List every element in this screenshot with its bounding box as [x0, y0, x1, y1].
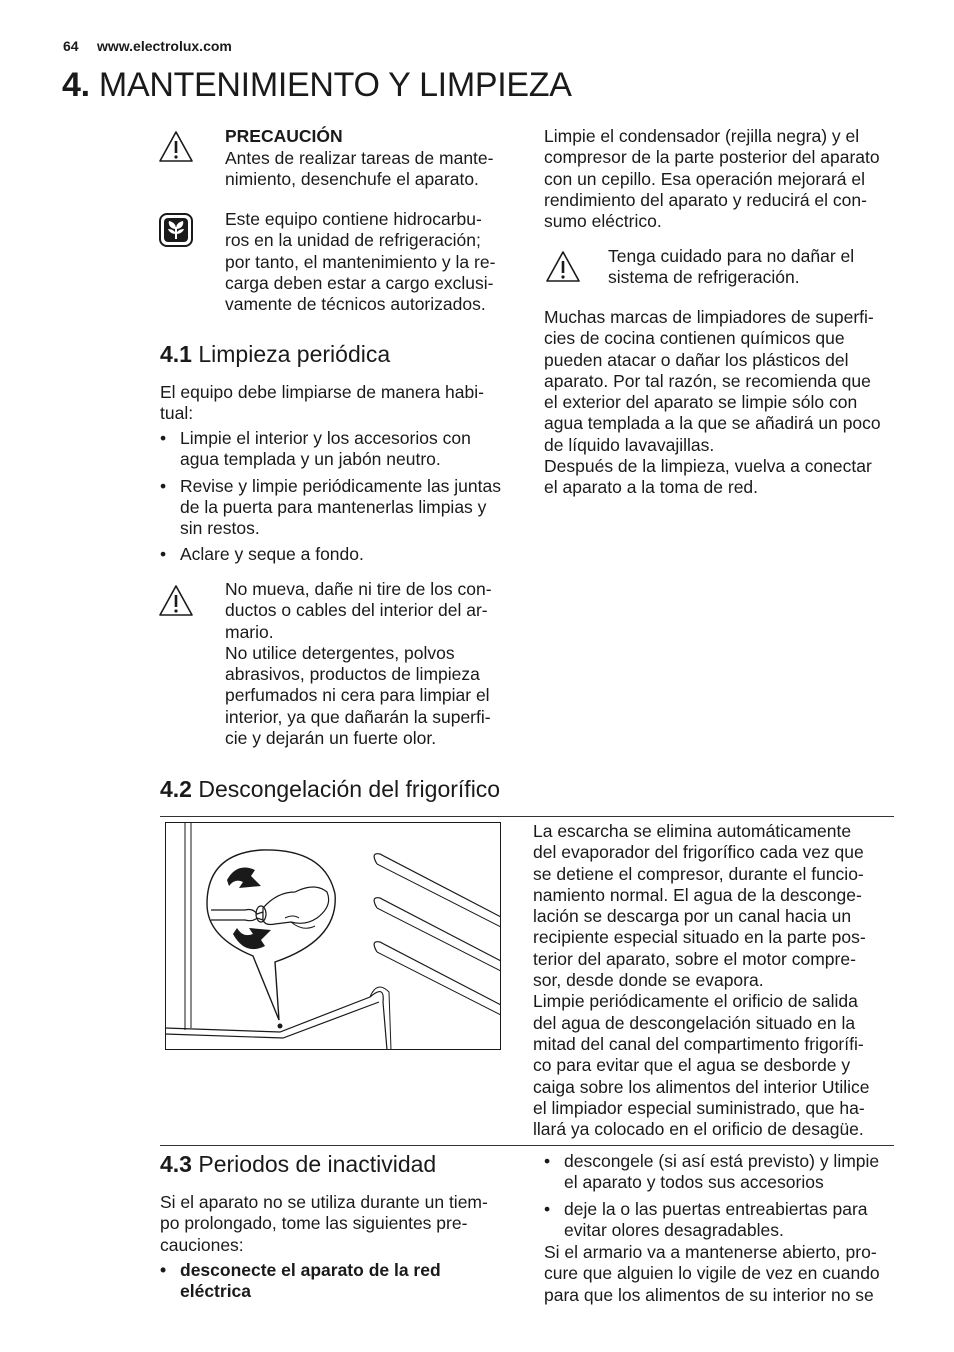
text-line: tual: [160, 403, 194, 424]
list-item [544, 1151, 879, 1194]
text-line: con un cepillo. Esa operación mejorará el [544, 168, 866, 189]
caution-heading: PRECAUCIÓN [225, 126, 343, 146]
list-item [160, 544, 501, 565]
text-line: • Limpie el interior y los accesorios con [180, 428, 471, 448]
list-item [544, 1199, 879, 1242]
section-4-2-title: Descongelación del frigorífico [198, 776, 501, 802]
warning-triangle-icon [158, 130, 194, 164]
text-line: terior del aparato, sobre el motor compre- [533, 948, 856, 969]
text-line: agua templada a la que se añadirá un poco [544, 413, 881, 434]
warning-triangle-icon [158, 584, 194, 618]
environment-text [225, 209, 495, 315]
text-line: ros en la unidad de refrigeración; [225, 230, 481, 251]
text-line: Si el armario va a mantenerse abierto, pro- [544, 1242, 877, 1262]
cleaners-text [544, 307, 881, 499]
text-line: nimiento, desenchufe el aparato. [225, 169, 479, 190]
text-line: vamente de técnicos autorizados. [225, 294, 486, 315]
text-line: Después de la limpieza, vuelva a conectar [544, 456, 872, 477]
text-line: Si el aparato no se utiliza durante un tiem- [160, 1192, 488, 1212]
text-line: Antes de realizar tareas de mante- [225, 148, 494, 168]
caution-text [225, 148, 493, 191]
text-line: para que los alimentos de su interior no se [544, 1284, 874, 1305]
text-line: eléctrica [180, 1281, 252, 1302]
text-line: co para evitar que el agua se desborde y [533, 1055, 851, 1076]
text-line: evitar olores desagradables. [564, 1219, 784, 1240]
text-line: carga deben estar a cargo exclusi- [225, 272, 494, 293]
text-line: po prolongado, tome las siguientes pre- [160, 1213, 468, 1234]
chapter-title [62, 66, 572, 105]
section-4-3-outro [544, 1242, 880, 1306]
environment-plant-icon [158, 212, 194, 248]
text-line: El equipo debe limpiarse de manera habi- [160, 382, 484, 402]
text-line: namiento normal. El agua de la desconge- [533, 884, 862, 905]
text-line: compresor de la parte posterior del aparato [544, 147, 880, 168]
text-line: pueden atacar o dañar los plásticos del [544, 349, 849, 370]
text-line: Tenga cuidado para no dañar el [608, 246, 855, 266]
section-4-3-number: 4.3 [160, 1151, 192, 1177]
text-line: abrasivos, productos de limpieza [225, 664, 480, 685]
section-4-1-intro [160, 382, 484, 425]
section-divider [160, 816, 894, 817]
section-4-1-heading [160, 341, 390, 368]
text-line: No utilice detergentes, polvos [225, 642, 455, 663]
text-line: No mueva, dañe ni tire de los con- [225, 579, 492, 599]
page-number: 64 [63, 38, 79, 54]
text-line: se detiene el compresor, durante el funcio- [533, 863, 864, 884]
section-4-1-number: 4.1 [160, 341, 192, 367]
text-line: de la puerta para mantenerlas limpias y [180, 496, 487, 517]
text-line: llará ya colocado en el orificio de desagüe. [533, 1119, 864, 1140]
text-line: mitad del canal del compartimento frigorífi- [533, 1033, 864, 1054]
text-line: interior, ya que dañarán la superfi- [225, 706, 491, 727]
section-4-2-text [533, 821, 870, 1140]
section-4-1-title: Limpieza periódica [198, 341, 391, 367]
text-line: • Revise y limpie periódicamente las juntas [180, 475, 501, 496]
chapter-number: 4. [62, 66, 90, 104]
text-line: el aparato a la toma de red. [544, 477, 759, 498]
text-line: Este equipo contiene hidrocarbu- [225, 209, 482, 229]
text-line: cauciones: [160, 1234, 244, 1255]
text-line: cure que alguien lo vigile de vez en cuando [544, 1263, 880, 1284]
text-line: La escarcha se elimina automáticamente [533, 821, 852, 841]
text-line: de líquido lavavajillas. [544, 434, 715, 455]
text-line: sistema de refrigeración. [608, 267, 800, 288]
text-line: rendimiento del aparato y reducirá el con- [544, 189, 867, 210]
website-url: www.electrolux.com [97, 38, 232, 54]
text-line: por tanto, el mantenimiento y la re- [225, 251, 496, 272]
text-line: del evaporador del frigorífico cada vez que [533, 842, 864, 863]
defrost-illustration [165, 822, 501, 1055]
section-4-3-intro [160, 1192, 488, 1256]
section-divider [160, 1145, 894, 1146]
text-line: • Aclare y seque a fondo. [180, 544, 364, 565]
text-line: • desconecte el aparato de la red [180, 1260, 441, 1280]
text-line: cies de cocina contienen químicos que [544, 328, 845, 349]
text-line: mario. [225, 621, 274, 642]
text-line: del agua de descongelación situado en la [533, 1012, 856, 1033]
text-line: • deje la o las puertas entreabiertas para [564, 1198, 868, 1219]
list-item [160, 476, 501, 540]
list-item [160, 1260, 441, 1303]
section-4-3-bullets-right [544, 1151, 879, 1246]
text-line: caiga sobre los alimentos del interior Utilice [533, 1076, 870, 1097]
text-line: lación se descarga por un canal hacia un [533, 906, 852, 927]
section-4-1-bullets [160, 428, 501, 571]
text-line: • descongele (si así está previsto) y limpie [564, 1151, 880, 1171]
text-line: agua templada y un jabón neutro. [180, 449, 441, 470]
text-line: perfumados ni cera para limpiar el [225, 685, 490, 706]
text-line: recipiente especial situado en la parte pos- [533, 927, 866, 948]
text-line: sin restos. [180, 518, 260, 539]
text-line: el exterior del aparato se limpie sólo con [544, 392, 858, 413]
text-line: Limpie periódicamente el orificio de salida [533, 991, 858, 1012]
text-line: sor, desde donde se evapora. [533, 970, 764, 991]
section-4-3-heading [160, 1151, 436, 1178]
chapter-title-text: MANTENIMIENTO Y LIMPIEZA [98, 66, 572, 104]
condenser-text [544, 126, 880, 232]
text-line: el limpiador especial suministrado, que ha- [533, 1097, 865, 1118]
section-4-1-warning [225, 579, 492, 749]
text-line: Muchas marcas de limpiadores de superfi- [544, 307, 874, 327]
text-line: aparato. Por tal razón, se recomienda que [544, 370, 871, 391]
text-line: cie y dejarán un fuerte olor. [225, 728, 437, 749]
text-line: Limpie el condensador (rejilla negra) y el [544, 126, 860, 146]
section-4-3-bullets-left [160, 1260, 441, 1307]
text-line: ductos o cables del interior del ar- [225, 600, 488, 621]
text-line: el aparato y todos sus accesorios [564, 1172, 824, 1193]
section-4-2-number: 4.2 [160, 776, 192, 802]
text-line: sumo eléctrico. [544, 211, 662, 232]
refrigeration-warning [608, 246, 854, 289]
list-item [160, 428, 501, 471]
section-4-2-heading [160, 776, 500, 803]
section-4-3-title: Periodos de inactividad [198, 1151, 437, 1177]
warning-triangle-icon [545, 250, 581, 284]
